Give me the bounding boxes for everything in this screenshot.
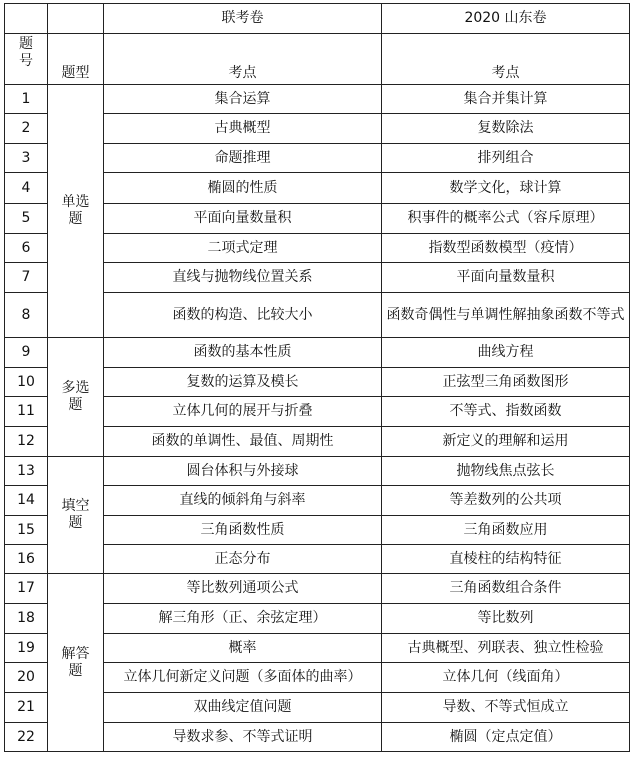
mock-exam-point: 双曲线定值问题 — [104, 693, 382, 723]
shandong-exam-point: 古典概型、列联表、独立性检验 — [382, 634, 630, 663]
header-question-number: 题 号 — [5, 34, 48, 85]
mock-exam-point: 二项式定理 — [104, 234, 382, 263]
mock-exam-point: 复数的运算及模长 — [104, 368, 382, 397]
question-type: 解答题 — [48, 574, 104, 752]
shandong-exam-point: 等比数列 — [382, 604, 630, 634]
question-number: 8 — [5, 293, 48, 338]
mock-exam-point: 命题推理 — [104, 144, 382, 173]
table-row — [5, 85, 630, 114]
question-number: 13 — [5, 457, 48, 486]
table-row — [5, 457, 630, 486]
shandong-exam-point: 立体几何（线面角） — [382, 663, 630, 693]
question-number: 12 — [5, 427, 48, 457]
mock-exam-point: 三角函数性质 — [104, 516, 382, 545]
shandong-exam-point: 排列组合 — [382, 144, 630, 173]
question-number: 7 — [5, 263, 48, 293]
header-question-type: 题型 — [48, 34, 104, 85]
question-number: 17 — [5, 574, 48, 604]
question-type: 单选题 — [48, 85, 104, 338]
mock-exam-point: 正态分布 — [104, 545, 382, 574]
exam-comparison-table — [4, 3, 630, 752]
shandong-exam-point: 积事件的概率公式（容斥原理） — [382, 204, 630, 234]
question-number: 9 — [5, 338, 48, 368]
shandong-exam-point: 等差数列的公共项 — [382, 486, 630, 516]
header-shandong-exam: 2020 山东卷 — [382, 4, 630, 34]
question-number: 11 — [5, 397, 48, 427]
question-number: 21 — [5, 693, 48, 723]
shandong-exam-point: 不等式、指数函数 — [382, 397, 630, 427]
question-type: 多选题 — [48, 338, 104, 457]
shandong-exam-point: 集合并集计算 — [382, 85, 630, 114]
mock-exam-point: 立体几何的展开与折叠 — [104, 397, 382, 427]
mock-exam-point: 古典概型 — [104, 114, 382, 144]
question-number: 20 — [5, 663, 48, 693]
question-number: 4 — [5, 173, 48, 204]
shandong-exam-point: 新定义的理解和运用 — [382, 427, 630, 457]
mock-exam-point: 函数的构造、比较大小 — [104, 293, 382, 338]
header-row — [5, 4, 630, 34]
shandong-exam-point: 导数、不等式恒成立 — [382, 693, 630, 723]
mock-exam-point: 导数求参、不等式证明 — [104, 723, 382, 752]
header-mock-exam: 联考卷 — [104, 4, 382, 34]
question-number: 3 — [5, 144, 48, 173]
question-number: 22 — [5, 723, 48, 752]
mock-exam-point: 函数的基本性质 — [104, 338, 382, 368]
shandong-exam-point: 曲线方程 — [382, 338, 630, 368]
mock-exam-point: 概率 — [104, 634, 382, 663]
question-number: 6 — [5, 234, 48, 263]
question-number: 14 — [5, 486, 48, 516]
mock-exam-point: 椭圆的性质 — [104, 173, 382, 204]
shandong-exam-point: 函数奇偶性与单调性解抽象函数不等式 — [382, 293, 630, 338]
subheader-row — [5, 34, 630, 85]
table-row — [5, 338, 630, 368]
question-number: 19 — [5, 634, 48, 663]
shandong-exam-point: 三角函数应用 — [382, 516, 630, 545]
mock-exam-point: 等比数列通项公式 — [104, 574, 382, 604]
question-type: 填空题 — [48, 457, 104, 574]
shandong-exam-point: 抛物线焦点弦长 — [382, 457, 630, 486]
question-number: 10 — [5, 368, 48, 397]
header-blank-num — [5, 4, 48, 34]
question-number: 15 — [5, 516, 48, 545]
question-number: 5 — [5, 204, 48, 234]
mock-exam-point: 集合运算 — [104, 85, 382, 114]
shandong-exam-point: 复数除法 — [382, 114, 630, 144]
mock-exam-point: 圆台体积与外接球 — [104, 457, 382, 486]
header-shandong-point: 考点 — [382, 34, 630, 85]
question-number: 18 — [5, 604, 48, 634]
mock-exam-point: 函数的单调性、最值、周期性 — [104, 427, 382, 457]
question-number: 2 — [5, 114, 48, 144]
shandong-exam-point: 正弦型三角函数图形 — [382, 368, 630, 397]
mock-exam-point: 平面向量数量积 — [104, 204, 382, 234]
shandong-exam-point: 指数型函数模型（疫情） — [382, 234, 630, 263]
shandong-exam-point: 平面向量数量积 — [382, 263, 630, 293]
question-number: 1 — [5, 85, 48, 114]
shandong-exam-point: 椭圆（定点定值） — [382, 723, 630, 752]
mock-exam-point: 直线与抛物线位置关系 — [104, 263, 382, 293]
question-number: 16 — [5, 545, 48, 574]
mock-exam-point: 立体几何新定义问题（多面体的曲率） — [104, 663, 382, 693]
header-mock-point: 考点 — [104, 34, 382, 85]
table-row — [5, 574, 630, 604]
mock-exam-point: 直线的倾斜角与斜率 — [104, 486, 382, 516]
shandong-exam-point: 数学文化，球计算 — [382, 173, 630, 204]
header-blank-type — [48, 4, 104, 34]
shandong-exam-point: 直棱柱的结构特征 — [382, 545, 630, 574]
shandong-exam-point: 三角函数组合条件 — [382, 574, 630, 604]
mock-exam-point: 解三角形（正、余弦定理） — [104, 604, 382, 634]
